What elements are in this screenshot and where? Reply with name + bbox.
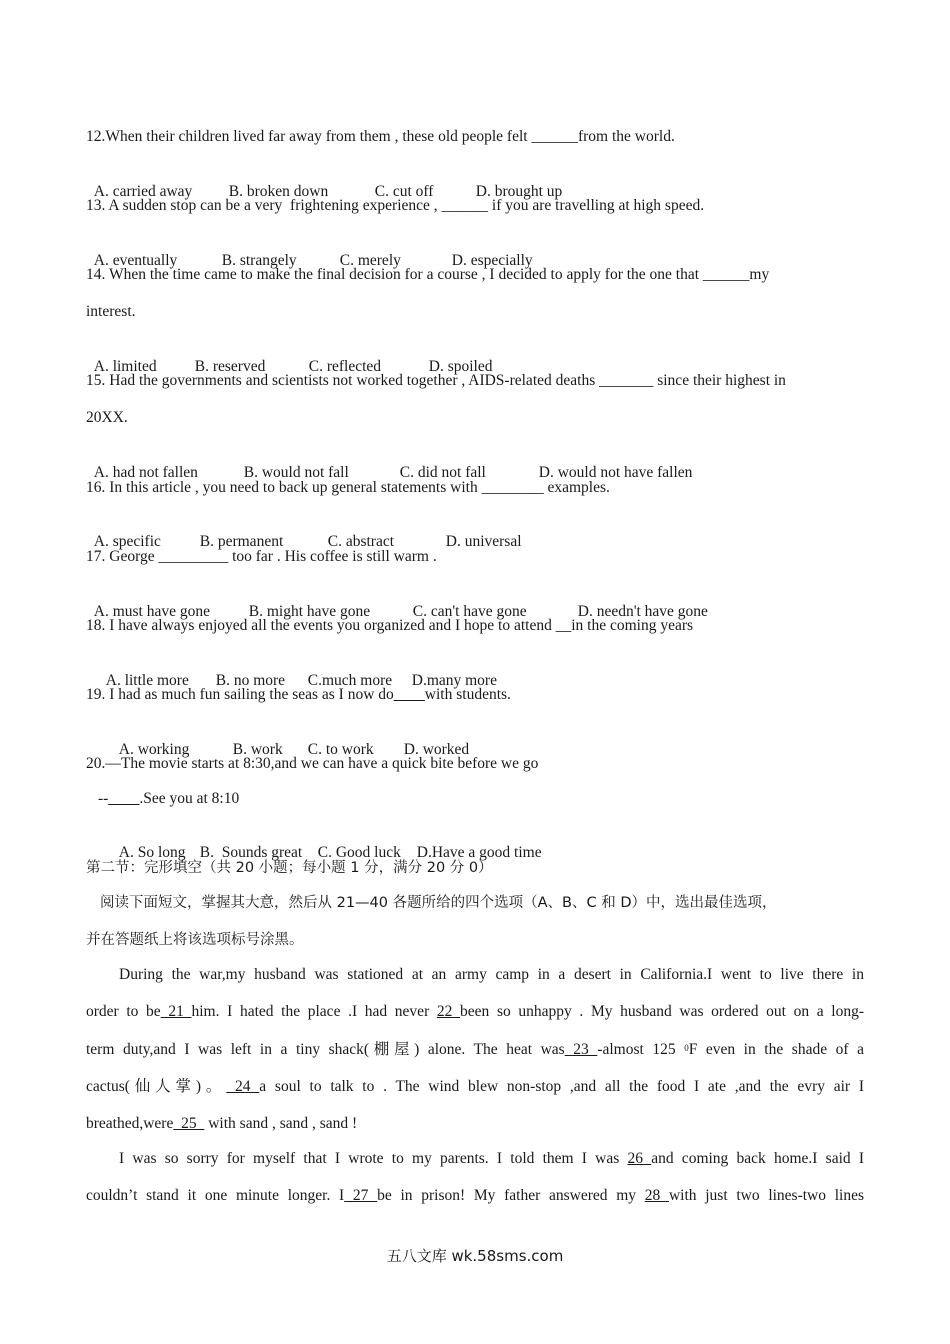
blank-27: 27 bbox=[344, 1187, 378, 1204]
section-instruction-continued: 并在答题纸上将该选项标号涂黑。 bbox=[86, 932, 304, 948]
blank-21: 21 bbox=[160, 1003, 192, 1020]
option: C. Good luck bbox=[317, 844, 401, 861]
option: C. abstract bbox=[327, 533, 395, 550]
question-20-reply bbox=[98, 789, 239, 809]
question-14-stem-continued: interest. bbox=[86, 303, 136, 320]
option: C. to work bbox=[307, 741, 374, 758]
option: A. must have gone bbox=[93, 603, 210, 620]
section-heading: 第二节：完形填空（共 20 小题；每小题 1 分，满分 20 分 0） bbox=[86, 860, 493, 876]
page-footer: 五八文库 wk.58sms.com bbox=[386, 1247, 564, 1265]
question-17-stem: 17. George _________ too far . His coffee is still warm . bbox=[86, 548, 437, 565]
option: A. limited bbox=[93, 358, 157, 375]
blank-22: 22 bbox=[436, 1003, 461, 1020]
option: C.much more bbox=[307, 672, 393, 689]
text: breathed,were bbox=[86, 1115, 174, 1132]
option: C. can't have gone bbox=[412, 603, 527, 620]
option: A. working bbox=[118, 741, 190, 758]
option: A. had not fallen bbox=[93, 464, 198, 481]
option: C. merely bbox=[339, 252, 401, 269]
blank-26: 26 bbox=[627, 1150, 652, 1167]
option: B. would not fall bbox=[243, 464, 349, 481]
option: D. brought up bbox=[475, 183, 563, 200]
question-15-options bbox=[86, 443, 692, 483]
option: A. eventually bbox=[93, 252, 178, 269]
text: with sand , sand , sand ! bbox=[204, 1115, 358, 1132]
option: D. needn't have gone bbox=[577, 603, 708, 620]
question-12-stem: 12.When their children lived far away from them , these old people felt ______from the world. bbox=[86, 128, 675, 145]
blank-25: 25 bbox=[173, 1115, 205, 1132]
section-instruction: 阅读下面短文，掌握其大意，然后从 21—40 各题所给的四个选项（A、B、C 和 D）中，选出最佳选项， bbox=[100, 895, 777, 911]
option: C. did not fall bbox=[399, 464, 486, 481]
option: D. would not have fallen bbox=[538, 464, 693, 481]
stem-text: with students. bbox=[424, 686, 511, 703]
question-16-stem: 16. In this article , you need to back up general statements with ________ examples. bbox=[86, 479, 610, 496]
option: B. broken down bbox=[228, 183, 329, 200]
option: C. reflected bbox=[308, 358, 382, 375]
passage-line bbox=[86, 1186, 864, 1206]
text: I was so sorry for myself that I wrote to my parents. I told them I was bbox=[119, 1150, 628, 1167]
option: D. especially bbox=[451, 252, 533, 269]
option: D.Have a good time bbox=[416, 844, 542, 861]
option: B. Sounds great bbox=[199, 844, 303, 861]
text: term duty,and I was left in a tiny shack(棚屋) alone. The heat was bbox=[86, 1041, 565, 1058]
answer-blank: ____ bbox=[108, 790, 140, 807]
passage-line bbox=[86, 1002, 864, 1022]
text: him. I hated the place .I had never bbox=[191, 1003, 437, 1020]
option: A. So long bbox=[118, 844, 186, 861]
option: A. little more bbox=[105, 672, 189, 689]
question-14-stem: 14. When the time came to make the final decision for a course , I decided to apply for the one that ______my bbox=[86, 266, 770, 283]
text: a soul to talk to . The wind blew non-stop ,and all the food I ate ,and the evry air I bbox=[259, 1078, 864, 1095]
option: B. permanent bbox=[199, 533, 284, 550]
passage-line bbox=[86, 1077, 864, 1097]
text: F even in the shade of a bbox=[688, 1041, 864, 1058]
question-15-stem-continued: 20XX. bbox=[86, 409, 128, 426]
option: B. work bbox=[232, 741, 283, 758]
reply-text: .See you at 8:10 bbox=[139, 790, 240, 807]
text: couldn’t stand it one minute longer. I bbox=[86, 1187, 345, 1204]
question-20-options bbox=[111, 823, 542, 863]
text: cactus(仙人掌)。 bbox=[86, 1078, 227, 1095]
blank-28: 28 bbox=[644, 1187, 669, 1204]
option: B. reserved bbox=[194, 358, 266, 375]
text: order to be bbox=[86, 1003, 161, 1020]
passage-line bbox=[119, 1149, 864, 1169]
question-13-stem: 13. A sudden stop can be a very frightening experience , ______ if you are travelling at high speed. bbox=[86, 197, 705, 214]
passage-line bbox=[86, 1114, 357, 1134]
option: B. no more bbox=[215, 672, 286, 689]
text: been so unhappy . My husband was ordered out on a long- bbox=[460, 1003, 865, 1020]
blank-24: 24 bbox=[226, 1078, 260, 1095]
option: D.many more bbox=[411, 672, 497, 689]
answer-blank: ____ bbox=[393, 686, 425, 703]
question-19-stem bbox=[86, 685, 511, 705]
option: D. worked bbox=[403, 741, 470, 758]
option: D. universal bbox=[445, 533, 522, 550]
blank-23: 23 bbox=[564, 1041, 598, 1058]
passage-line bbox=[86, 1040, 864, 1060]
option: B. might have gone bbox=[248, 603, 371, 620]
stem-text: 19. I had as much fun sailing the seas as I now do bbox=[86, 686, 394, 703]
dash: -- bbox=[98, 790, 109, 807]
text: -almost 125 bbox=[597, 1041, 685, 1058]
option: A. carried away bbox=[93, 183, 193, 200]
passage-line: During the war,my husband was stationed at an army camp in a desert in California.I went to live there in bbox=[119, 966, 864, 983]
option: C. cut off bbox=[374, 183, 434, 200]
option: A. specific bbox=[93, 533, 161, 550]
question-18-stem: 18. I have always enjoyed all the events you organized and I hope to attend __in the coming years bbox=[86, 617, 694, 634]
text: be in prison! My father answered my bbox=[377, 1187, 645, 1204]
text: with just two lines-two lines bbox=[668, 1187, 864, 1204]
degree-mark: 0 bbox=[684, 1043, 689, 1053]
question-16-options bbox=[86, 512, 522, 552]
question-15-stem: 15. Had the governments and scientists not worked together , AIDS-related deaths _______ since their highest in bbox=[86, 372, 786, 389]
question-20-stem: 20.—The movie starts at 8:30,and we can have a quick bite before we go bbox=[86, 755, 539, 772]
text: and coming back home.I said I bbox=[651, 1150, 865, 1167]
option: B. strangely bbox=[221, 252, 297, 269]
option: D. spoiled bbox=[428, 358, 493, 375]
